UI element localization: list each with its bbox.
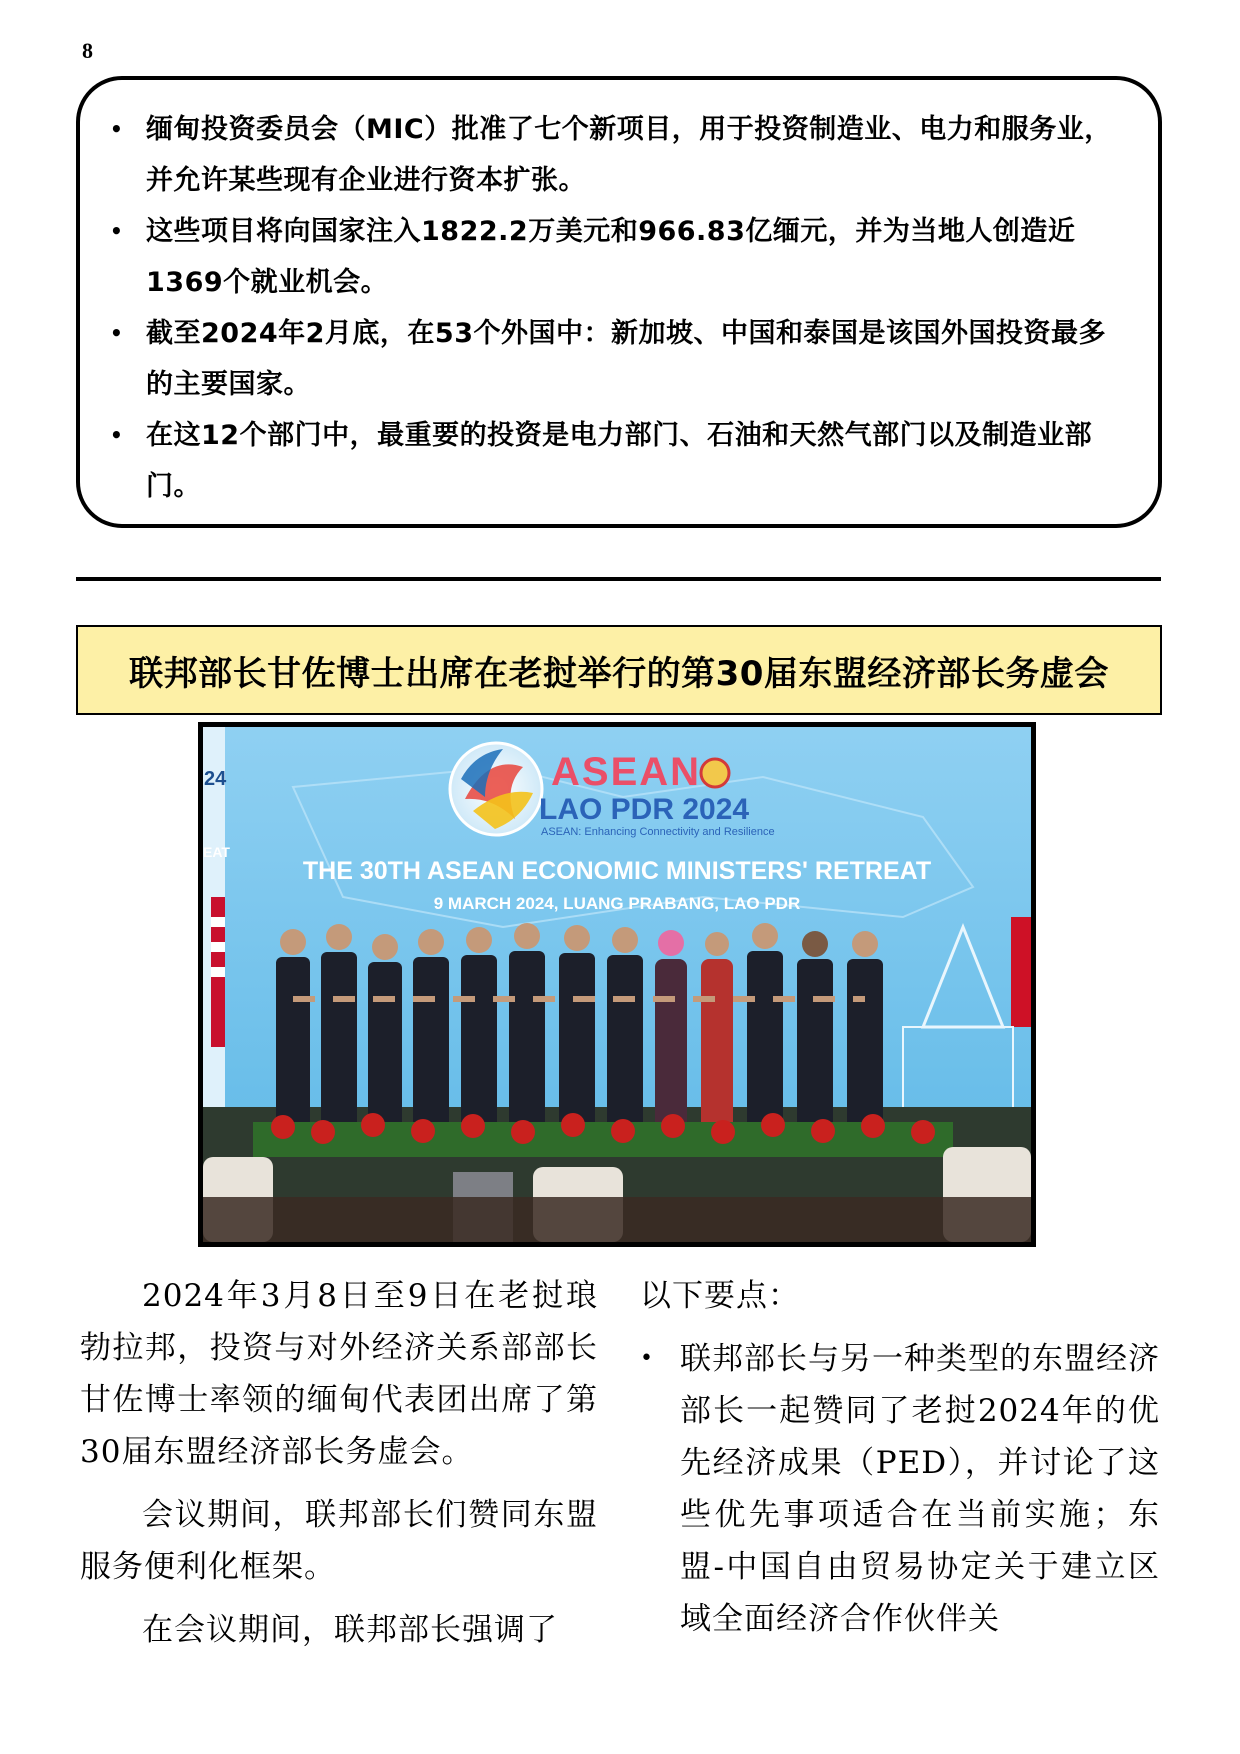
bullet-icon: •: [110, 321, 124, 345]
summary-item-text: 缅甸投资委员会（MIC）批准了七个新项目，用于投资制造业、电力和服务业，并允许某些现有企业进行资本扩张。: [146, 114, 1112, 196]
banner-title: THE 30TH ASEAN ECONOMIC MINISTERS' RETREAT: [302, 857, 932, 885]
summary-item: [110, 410, 1128, 512]
summary-list: [80, 80, 1158, 512]
delegate: [747, 923, 783, 1132]
summary-item-text: 这些项目将向国家注入1822.2万美元和966.83亿缅元，并为当地人创造近1369个就业机会。: [146, 216, 1076, 298]
section-divider: [76, 577, 1161, 581]
article-headline: 联邦部长甘佐博士出席在老挝举行的第30届东盟经济部长务虚会: [129, 653, 1109, 694]
delegate: [321, 924, 357, 1132]
summary-item: [110, 308, 1128, 410]
key-point-text: 联邦部长与另一种类型的东盟经济部长一起赞同了老挝2024年的优先经济成果（PED），并讨论了这些优先事项适合在当前实施；东盟-中国自由贸易协定关于建立区域全面经济合作伙伴关: [680, 1341, 1160, 1637]
bullet-icon: •: [640, 1346, 654, 1371]
flag-right: [1011, 917, 1031, 1027]
bullet-icon: •: [110, 117, 124, 141]
delegate: [655, 930, 687, 1132]
delegate: [559, 925, 595, 1132]
banner-date: 9 MARCH 2024, LUANG PRABANG, LAO PDR: [433, 894, 801, 913]
event-photo: [198, 722, 1036, 1247]
delegate: [797, 931, 833, 1132]
bullet-icon: •: [110, 423, 124, 447]
summary-item: [110, 206, 1128, 308]
delegate: [847, 931, 883, 1132]
delegate: [701, 932, 733, 1132]
article-paragraph: 2024年3月8日至9日在老挝琅勃拉邦，投资与对外经济关系部部长甘佐博士率领的缅甸代表团出席了第30届东盟经济部长务虚会。: [80, 1278, 598, 1470]
logo-tagline: ASEAN: Enhancing Connectivity and Resilience: [541, 826, 775, 838]
article-paragraph: 在会议期间，联邦部长强调了: [142, 1612, 558, 1648]
logo-word: ASEAN: [551, 750, 702, 794]
side-text-b: EAT: [203, 844, 230, 860]
article-paragraph: 会议期间，联邦部长们赞同东盟服务便利化框架。: [80, 1497, 598, 1585]
bullet-icon: •: [110, 219, 124, 243]
delegate: [413, 929, 449, 1132]
summary-box: [76, 76, 1162, 528]
delegate: [461, 927, 497, 1132]
key-points-list: [640, 1333, 1160, 1645]
delegate: [509, 923, 545, 1132]
article-right-column: [640, 1270, 1160, 1645]
delegate: [276, 929, 310, 1132]
page-number: 8: [82, 38, 93, 63]
logo-sub: LAO PDR 2024: [539, 793, 750, 826]
article-left-column: [80, 1270, 598, 1667]
side-text-a: 24: [204, 768, 227, 790]
headline-box: [76, 625, 1162, 715]
delegate: [368, 934, 402, 1132]
emblem-icon: [701, 759, 729, 787]
article-intro: 以下要点：: [640, 1278, 800, 1314]
delegate: [607, 927, 643, 1132]
event-photo-illustration: [203, 727, 1031, 1242]
key-point: [640, 1333, 1160, 1645]
summary-item-text: 截至2024年2月底，在53个外国中：新加坡、中国和泰国是该国外国投资最多的主要国家。: [146, 318, 1107, 400]
summary-item-text: 在这12个部门中，最重要的投资是电力部门、石油和天然气部门以及制造业部门。: [146, 420, 1093, 502]
summary-item: [110, 104, 1128, 206]
table-edge: [203, 1197, 1031, 1242]
